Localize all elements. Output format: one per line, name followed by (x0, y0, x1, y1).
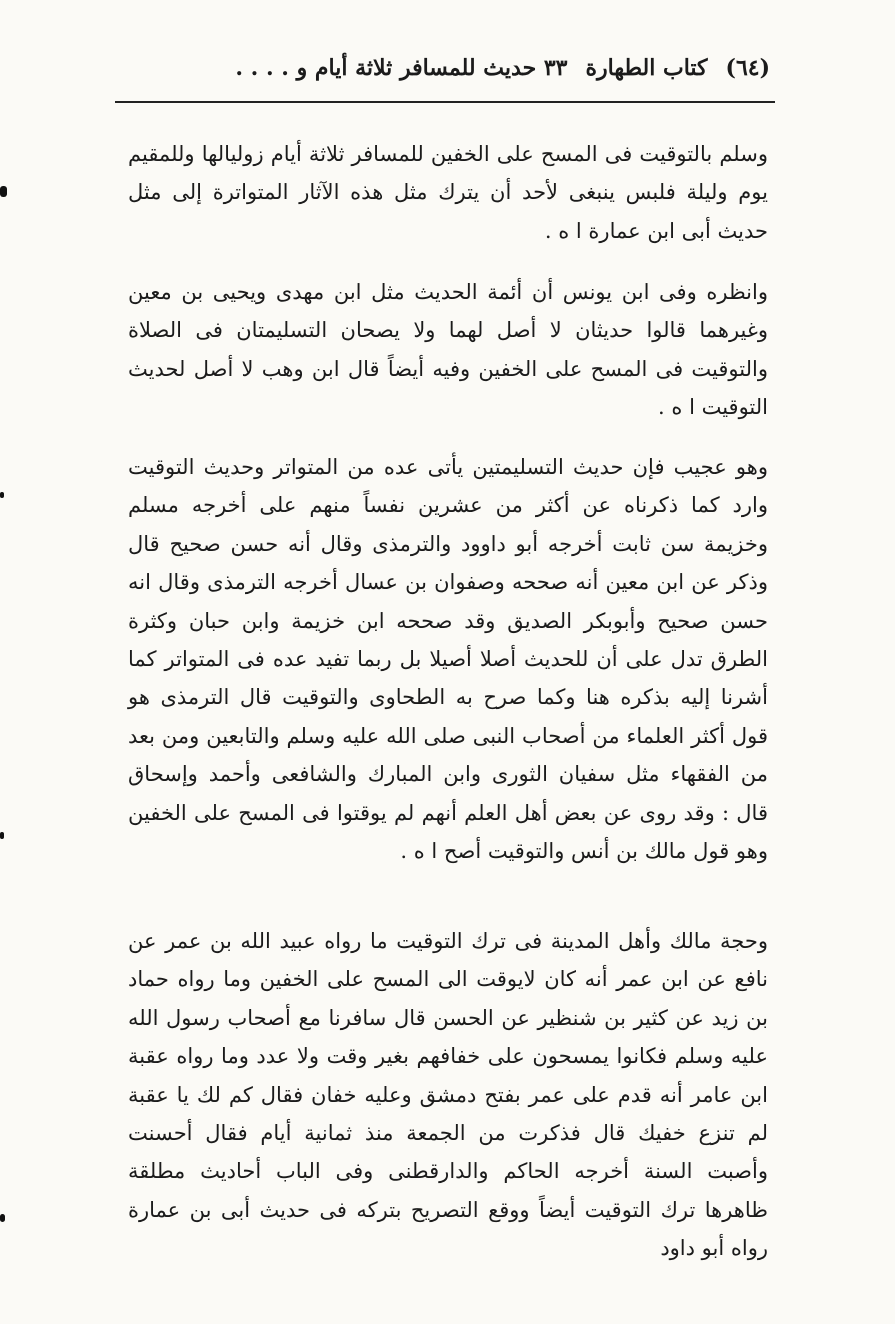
paragraph: وسلم بالتوقيت فى المسح على الخفين للمسافر ثلاثة أيام زوليالها وللمقيم يوم وليلة فلبس ينبغى لأحد أن يترك مثل هذه الآثار المتواترة إلى مثل حديث أبى ابن عمارة ا ه . (128, 142, 768, 243)
paragraph: وحجة مالك وأهل المدينة فى ترك التوقيت ما رواه عبيد الله بن عمر عن نافع عن ابن عمر أنه كان لايوقت الى المسح على الخفين وما رواه حماد بن زيد عن كثير بن شنظير عن الحسن قال سافرنا مع أصحاب رسول الله عليه وسلم فكانوا يمسحون على خفافهم بغير وقت ولا عدد وما رواه عقبة ابن عامر أنه قدم على عمر بفتح دمشق وعليه خفان فقال كم لك يا عقبة لم تنزع خفيك قال فذكرت من الجمعة منذ ثمانية أيام فقال أحسنت وأصبت السنة أخرجه الحاكم والدارقطنى وفى الباب أحاديث مطلقة ظاهرها ترك التوقيت أيضاً ووقع التصريح بتركه فى حديث أبى بن عمارة رواه أبو داود (128, 929, 768, 1261)
scan-edge-mark (0, 492, 4, 498)
hadith-title: ٣٣ حديث للمسافر ثلاثة أيام و . . . . (235, 55, 568, 81)
page-number: (٦٤) (725, 55, 770, 81)
paragraph: وهو عجيب فإن حديث التسليمتين يأتى عده من المتواتر وحديث التوقيت وارد كما ذكرناه عن أكثر من عشرين نفساً منهم على أخرجه مسلم وخزيمة سن ثابت أخرجه أبو داوود والترمذى وقال أنه حسن صحيح قال وذكر عن ابن معين أنه صححه وصفوان بن عسال أخرجه الترمذى وقال انه حسن صحيح وأبوبكر الصديق وقد صححه ابن خزيمة وابن حبان وكثرة الطرق تدل على أن للحديث أصلا أصيلا بل ربما تفيد عده فى المتواتر كما أشرنا إليه بذكره هنا وكما صرح به الطحاوى والتوقيت قال الترمذى هو قول أكثر العلماء من أصحاب النبى صلى الله عليه وسلم والتابعين ومن بعد من الفقهاء مثل سفيان الثورى وابن المبارك والشافعى وأحمد وإسحاق قال : وقد روى عن بعض أهل العلم أنهم لم يوقتوا فى المسح على الخفين وهو قول مالك بن أنس والتوقيت أصح ا ه . (128, 455, 768, 864)
book-title: كتاب الطهارة (585, 55, 708, 81)
header-rule (115, 101, 775, 103)
scan-edge-mark (0, 186, 7, 197)
scan-edge-mark (0, 832, 4, 839)
paragraph: وانظره وفى ابن يونس أن أئمة الحديث مثل ابن مهدى ويحيى بن معين وغيرهما قالوا حديثان لا أصل لهما ولا يصحان التسليمتان فى الصلاة والتوقيت فى المسح على الخفين وفيه أيضاً قال ابن وهب لا أصل لحديث التوقيت ا ه . (128, 280, 768, 420)
running-head (125, 48, 770, 88)
scan-edge-mark (0, 1214, 5, 1222)
